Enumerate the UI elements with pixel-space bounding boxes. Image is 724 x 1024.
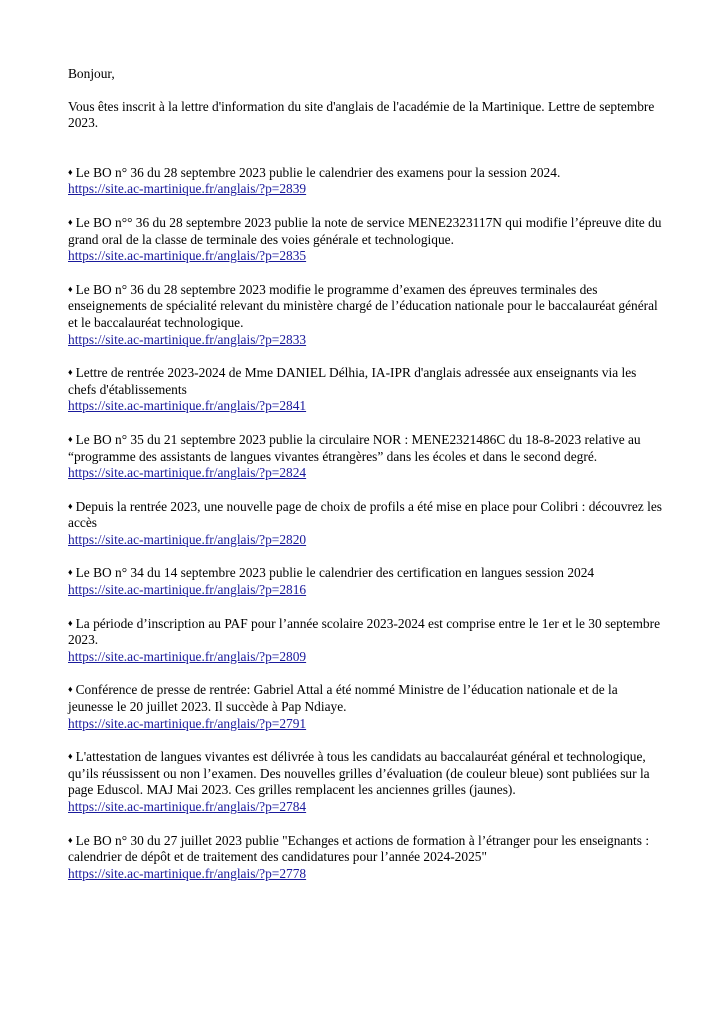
news-entry xyxy=(68,832,664,883)
news-entry xyxy=(68,748,664,815)
diamond-bullet-icon: ♦ xyxy=(68,567,73,578)
entry-text: Le BO n° 35 du 21 septembre 2023 publie la circulaire NOR : MENE2321486C du 18-8-2023 relative au “programme des assistants de langues vivantes étrangères” dans les écoles et dans le second degré. xyxy=(68,431,641,464)
news-entry xyxy=(68,564,664,598)
entry-link[interactable]: https://site.ac-martinique.fr/anglais/?p=2816 xyxy=(68,582,307,598)
entry-text: Depuis la rentrée 2023, une nouvelle page de choix de profils a été mise en place pour Colibri : découvrez les accès xyxy=(68,498,662,531)
news-entry xyxy=(68,214,664,265)
news-entry xyxy=(68,615,664,666)
entry-text: Le BO n° 30 du 27 juillet 2023 publie "Echanges et actions de formation à l’étranger pour les enseignants : calendrier de dépôt et de traitement des candidatures pour l’année 2024-2025" xyxy=(68,832,650,865)
entry-text: Conférence de presse de rentrée: Gabriel Attal a été nommé Ministre de l’éducation nationale et de la jeunesse le 20 juillet 2023. Il succède à Pap Ndiaye. xyxy=(68,682,618,715)
entry-link[interactable]: https://site.ac-martinique.fr/anglais/?p=2835 xyxy=(68,248,307,264)
diamond-bullet-icon: ♦ xyxy=(68,216,73,227)
news-entry xyxy=(68,164,664,198)
diamond-bullet-icon: ♦ xyxy=(68,684,73,695)
news-entry xyxy=(68,681,664,732)
entry-text: Le BO n° 36 du 28 septembre 2023 publie le calendrier des examens pour la session 2024. xyxy=(75,164,561,180)
intro-paragraph: Vous êtes inscrit à la lettre d'information du site d'anglais de l'académie de la Martinique. Lettre de septembre 2023. xyxy=(68,98,655,131)
diamond-bullet-icon: ♦ xyxy=(68,166,73,177)
entry-text: La période d’inscription au PAF pour l’année scolaire 2023-2024 est comprise entre le 1er et le 30 septembre 2023. xyxy=(68,615,661,648)
news-entry xyxy=(68,431,664,482)
entry-link[interactable]: https://site.ac-martinique.fr/anglais/?p=2833 xyxy=(68,331,307,347)
diamond-bullet-icon: ♦ xyxy=(68,834,73,845)
entry-text: Le BO n° 34 du 14 septembre 2023 publie le calendrier des certification en langues session 2024 xyxy=(75,565,595,581)
entry-link[interactable]: https://site.ac-martinique.fr/anglais/?p=2820 xyxy=(68,531,307,547)
entry-text: Lettre de rentrée 2023-2024 de Mme DANIEL Délhia, IA-IPR d'anglais adressée aux enseignants via les chefs d'établissements xyxy=(68,365,637,397)
diamond-bullet-icon: ♦ xyxy=(68,367,73,378)
diamond-bullet-icon: ♦ xyxy=(68,617,73,628)
diamond-bullet-icon: ♦ xyxy=(68,283,73,294)
diamond-bullet-icon: ♦ xyxy=(68,751,73,762)
news-entry xyxy=(68,498,664,549)
entry-link[interactable]: https://site.ac-martinique.fr/anglais/?p=2791 xyxy=(68,715,307,731)
entry-link[interactable]: https://site.ac-martinique.fr/anglais/?p=2809 xyxy=(68,648,307,664)
entry-text: Le BO n°° 36 du 28 septembre 2023 publie la note de service MENE2323117N qui modifie l’épreuve dite du grand oral de la classe de terminale des voies générale et technologique. xyxy=(68,214,662,247)
entry-text: Le BO n° 36 du 28 septembre 2023 modifie le programme d’examen des épreuves terminales des enseignements de spécialité relevant du ministère chargé de l’éducation nationale pour le baccalauréat général et le baccalauréat technologique. xyxy=(68,281,658,330)
entry-link[interactable]: https://site.ac-martinique.fr/anglais/?p=2778 xyxy=(68,865,307,881)
diamond-bullet-icon: ♦ xyxy=(68,433,73,444)
news-entry xyxy=(68,364,664,415)
entry-link[interactable]: https://site.ac-martinique.fr/anglais/?p=2784 xyxy=(68,799,307,814)
entry-link[interactable]: https://site.ac-martinique.fr/anglais/?p=2841 xyxy=(68,398,307,414)
entry-text: L'attestation de langues vivantes est délivrée à tous les candidats au baccalauréat général et technologique, qu’ils réussissent ou non l’examen. Des nouvelles grilles d’évaluation (de couleur bleue) sont publiées sur la page Eduscol. MAJ Mai 2023. Ces grilles remplacent les anciennes grilles (jaunes). xyxy=(68,749,650,798)
entry-link[interactable]: https://site.ac-martinique.fr/anglais/?p=2839 xyxy=(68,181,307,197)
diamond-bullet-icon: ♦ xyxy=(68,500,73,511)
news-entry xyxy=(68,281,664,348)
greeting: Bonjour, xyxy=(68,66,115,81)
entry-link[interactable]: https://site.ac-martinique.fr/anglais/?p=2824 xyxy=(68,465,307,481)
